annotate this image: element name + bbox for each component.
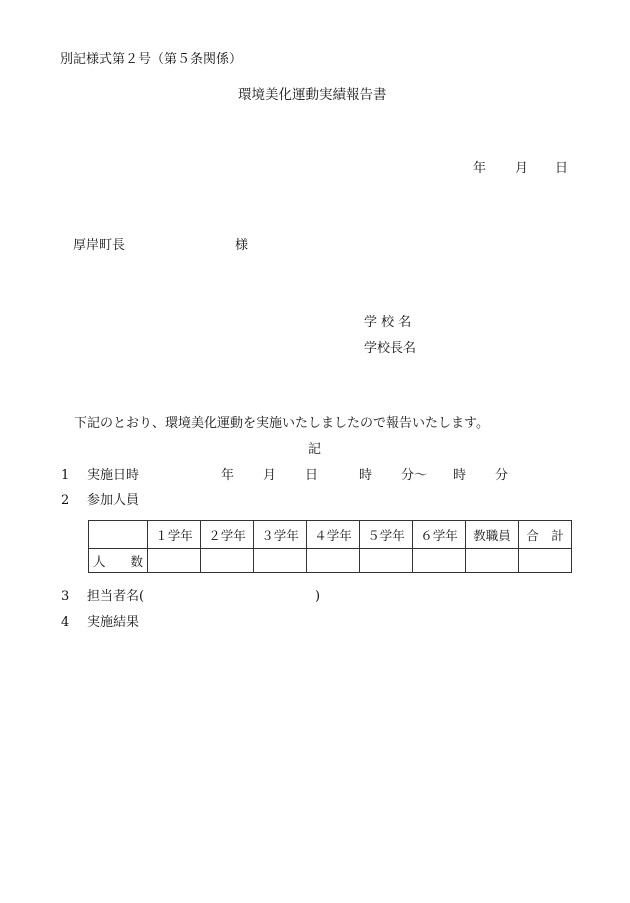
count-staff-cell[interactable]: [466, 549, 519, 573]
item-label: 参加人員: [87, 493, 140, 508]
item-number: 3: [61, 589, 70, 604]
count-grade-2-cell[interactable]: [201, 549, 254, 573]
participants-table: [88, 520, 572, 573]
table-header-row: [89, 521, 572, 549]
form-number: 別記様式第２号（第５条関係）: [60, 52, 243, 67]
school-name-label: 学 校 名: [364, 315, 412, 330]
item-number: 2: [61, 493, 70, 508]
header-grade-3: ３学年: [254, 521, 307, 549]
item-implementation-datetime: [61, 468, 508, 484]
item-number: 1: [61, 468, 70, 483]
close-paren: ): [315, 589, 321, 604]
dt-minute2: 分: [495, 468, 509, 483]
date-year-label: 年: [473, 161, 487, 176]
principal-name-label: 学校長名: [364, 341, 417, 356]
item-label: 担当者名: [87, 589, 140, 604]
header-total: 合 計: [519, 521, 572, 549]
count-grade-3-cell[interactable]: [254, 549, 307, 573]
item-result: [61, 615, 139, 631]
ki-heading: 記: [308, 442, 322, 457]
item-label: 実施日時: [87, 468, 140, 483]
item-person-in-charge: [61, 589, 320, 605]
item-participants: [61, 493, 139, 509]
count-grade-6-cell[interactable]: [413, 549, 466, 573]
date-month-label: 月: [515, 161, 529, 176]
datetime-fields: [221, 468, 508, 484]
addressee-name: 厚岸町長: [73, 238, 126, 253]
dt-hour: 時: [359, 468, 373, 483]
count-total-cell[interactable]: [519, 549, 572, 573]
header-grade-2: ２学年: [201, 521, 254, 549]
table-corner-cell: [89, 521, 148, 549]
body-text: 下記のとおり、環境美化運動を実施いたしましたので報告いたします。: [74, 416, 489, 431]
header-grade-6: ６学年: [413, 521, 466, 549]
row-label-count: 人 数: [89, 549, 148, 573]
person-in-charge-field: [87, 589, 320, 605]
header-grade-1: １学年: [148, 521, 201, 549]
dt-day: 日: [305, 468, 319, 483]
count-grade-4-cell[interactable]: [307, 549, 360, 573]
open-paren: (: [139, 589, 145, 604]
item-label: 実施結果: [87, 615, 140, 630]
table-row: [89, 549, 572, 573]
dt-hour2: 時: [453, 468, 467, 483]
header-grade-4: ４学年: [307, 521, 360, 549]
report-date: [473, 161, 568, 177]
dt-month: 月: [263, 468, 277, 483]
document-title: 環境美化運動実績報告書: [238, 87, 387, 103]
count-grade-1-cell[interactable]: [148, 549, 201, 573]
date-day-label: 日: [555, 161, 569, 176]
header-grade-5: ５学年: [360, 521, 413, 549]
dt-year: 年: [221, 468, 235, 483]
count-grade-5-cell[interactable]: [360, 549, 413, 573]
addressee-honorific: 様: [235, 238, 249, 253]
dt-minute: 分〜: [401, 468, 428, 483]
item-number: 4: [61, 615, 70, 630]
header-staff: 教職員: [466, 521, 519, 549]
